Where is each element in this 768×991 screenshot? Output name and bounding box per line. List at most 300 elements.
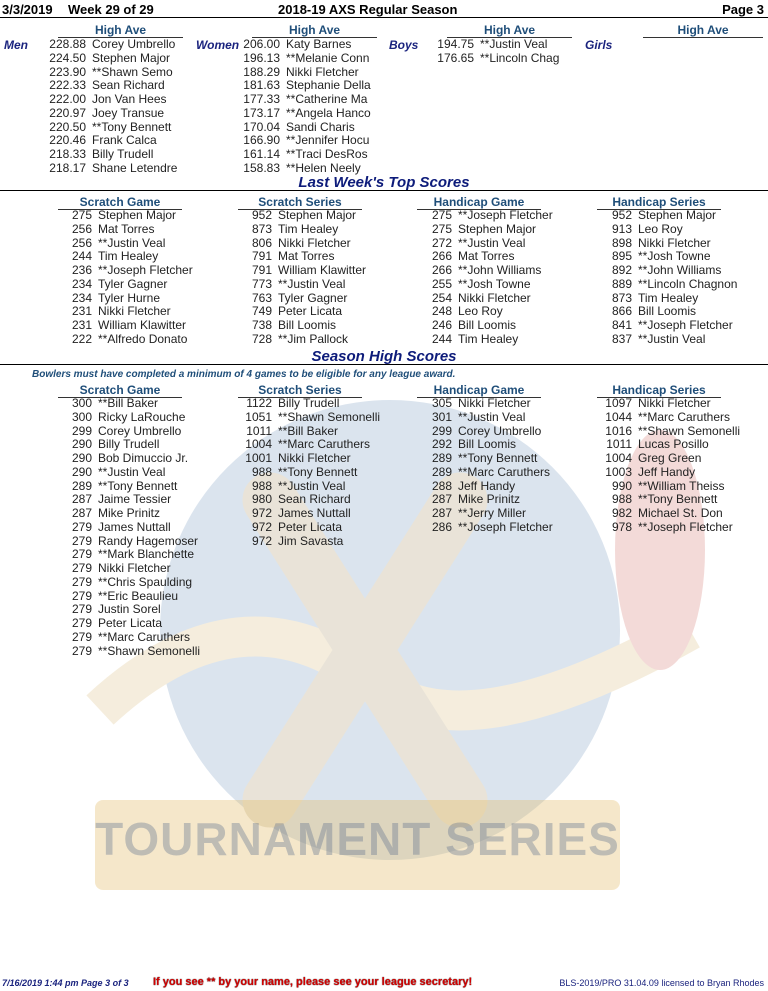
list-item (420, 223, 553, 237)
list-item (60, 438, 200, 452)
score-value: 176.65 (437, 50, 474, 65)
bowler-name: Shane Letendre (92, 160, 178, 175)
score-value: 161.14 (243, 147, 280, 161)
list-item (600, 521, 740, 535)
last-week-title: Last Week's Top Scores (298, 174, 470, 191)
score-value: 1122 (246, 396, 272, 410)
bowler-name: **Eric Beaulieu (98, 588, 179, 603)
list-item (240, 493, 380, 507)
list-item (600, 278, 737, 292)
bowler-name: Bill Loomis (638, 304, 697, 319)
score-value: 170.04 (243, 119, 280, 134)
bowler-name: Billy Trudell (98, 437, 160, 452)
bowler-name: Sean Richard (278, 492, 351, 507)
score-value: 1097 (605, 396, 632, 410)
score-value: 952 (611, 208, 632, 222)
list-item (240, 397, 380, 411)
sh-handicap-game-heading: Handicap Game (417, 383, 541, 398)
score-value: 288 (431, 478, 452, 493)
score-value: 275 (431, 221, 452, 236)
bowler-name: **Chris Spaulding (98, 574, 193, 589)
list-item (60, 493, 200, 507)
bowler-name: Bill Loomis (278, 318, 337, 332)
high-ave-heading-women: High Ave (252, 23, 377, 38)
list-item (600, 425, 740, 439)
bowler-name: **Joseph Fletcher (98, 263, 193, 277)
score-value: 244 (71, 249, 92, 264)
score-value: 806 (251, 235, 272, 250)
list-item (600, 237, 737, 251)
score-value: 246 (431, 318, 452, 332)
list-item (60, 562, 200, 576)
score-value: 279 (71, 519, 92, 534)
score-value: 279 (71, 574, 92, 589)
score-value: 913 (611, 221, 632, 236)
bowler-name: **Melanie Conn (286, 50, 370, 65)
score-value: 1004 (605, 451, 632, 465)
header-rule (0, 17, 768, 18)
bowler-name: **Marc Caruthers (458, 464, 551, 479)
bowler-name: **Shawn Semonelli (98, 643, 201, 658)
list-item (60, 305, 193, 319)
bowler-name: Lucas Posillo (638, 437, 709, 452)
list-item (60, 480, 200, 494)
bowler-name: **Lincoln Chag (480, 50, 560, 65)
bowler-name: **Tony Bennett (98, 478, 178, 493)
score-value: 1044 (605, 409, 632, 424)
bowler-name: **Justin Veal (458, 409, 526, 424)
bowler-name: William Klawitter (278, 263, 367, 277)
list-item (420, 411, 553, 425)
bowler-name: Corey Umbrello (458, 423, 542, 438)
bowler-name: Tyler Gagner (98, 276, 168, 291)
score-value: 988 (251, 478, 272, 493)
list-item (60, 425, 200, 439)
bowler-name: **Catherine Ma (286, 92, 368, 106)
score-value: 223.90 (49, 64, 86, 79)
score-value: 218.33 (49, 147, 86, 161)
sh-scratch-series-list (240, 397, 380, 548)
league-secretary-warning: If you see ** by your name, please see your league secretary! (153, 976, 473, 988)
list-item (60, 411, 200, 425)
list-item (600, 438, 740, 452)
men-high-ave-list (44, 38, 177, 176)
bowler-name: Joey Transue (92, 105, 165, 120)
list-item (600, 319, 737, 333)
list-item (238, 107, 371, 121)
list-item (420, 438, 553, 452)
list-item (60, 645, 200, 659)
list-item (60, 466, 200, 480)
bowler-name: James Nuttall (278, 506, 351, 520)
list-item (420, 466, 553, 480)
score-value: 300 (71, 396, 92, 410)
score-value: 254 (431, 290, 452, 305)
bowler-name: **Alfredo Donato (98, 331, 188, 346)
lw-scratch-game-list (60, 209, 193, 347)
license-info: BLS-2019/PRO 31.04.09 licensed to Bryan Rhodes (559, 978, 764, 988)
list-item (60, 548, 200, 562)
list-item (600, 493, 740, 507)
list-item (60, 264, 193, 278)
list-item (60, 250, 193, 264)
score-value: 279 (71, 629, 92, 644)
bowler-name: Frank Calca (92, 133, 157, 148)
score-value: 305 (431, 396, 452, 410)
list-item (240, 209, 366, 223)
bowler-name: **Shawn Semonelli (638, 423, 741, 438)
list-item (44, 79, 177, 93)
list-item (238, 38, 371, 52)
list-item (420, 305, 553, 319)
lw-scratch-game-heading: Scratch Game (58, 195, 182, 210)
bowler-name: Mike Prinitz (458, 492, 521, 507)
list-item (600, 480, 740, 494)
score-value: 220.50 (49, 119, 86, 134)
list-item (420, 333, 553, 347)
bowler-name: **Tony Bennett (92, 119, 172, 134)
score-value: 256 (71, 221, 92, 236)
bowler-name: Mike Prinitz (98, 506, 161, 520)
bowler-name: Stephen Major (278, 208, 357, 222)
score-value: 173.17 (243, 105, 280, 120)
bowler-name: Stephen Major (458, 221, 537, 236)
bowler-name: Nikki Fletcher (638, 396, 711, 410)
bowler-name: Jeff Handy (638, 464, 696, 479)
bowler-name: Michael St. Don (638, 506, 723, 520)
lw-scratch-series-list (240, 209, 366, 347)
list-item (420, 507, 553, 521)
list-item (600, 397, 740, 411)
bowler-name: Nikki Fletcher (458, 396, 531, 410)
bowler-name: Sean Richard (92, 78, 165, 93)
list-item (240, 223, 366, 237)
score-value: 166.90 (243, 133, 280, 148)
list-item (240, 521, 380, 535)
bowler-name: **Marc Caruthers (638, 409, 731, 424)
list-item (238, 93, 371, 107)
men-label: Men (4, 38, 28, 52)
score-value: 837 (611, 331, 632, 346)
bowler-name: Bill Loomis (458, 437, 517, 452)
list-item (60, 397, 200, 411)
bowler-name: **Justin Veal (638, 331, 706, 346)
score-value: 234 (71, 290, 92, 305)
bowler-name: **Tony Bennett (458, 451, 538, 465)
bowler-name: **Shawn Semonelli (278, 409, 381, 424)
bowler-name: **Helen Neely (286, 160, 361, 175)
bowler-name: Katy Barnes (286, 37, 352, 51)
list-item (600, 333, 737, 347)
women-label: Women (196, 38, 240, 52)
bowler-name: Nikki Fletcher (98, 561, 171, 575)
list-item (60, 576, 200, 590)
list-item (60, 223, 193, 237)
sh-scratch-series-heading: Scratch Series (238, 383, 362, 398)
list-item (432, 38, 559, 52)
score-value: 287 (431, 506, 452, 520)
bowler-name: Mat Torres (458, 249, 515, 264)
score-value: 244 (431, 331, 452, 346)
list-item (240, 452, 380, 466)
bowler-name: Nikki Fletcher (638, 235, 711, 250)
score-value: 749 (251, 304, 272, 319)
list-item (44, 121, 177, 135)
bowler-name: Corey Umbrello (98, 423, 182, 438)
bowler-name: **Mark Blanchette (98, 547, 195, 562)
list-item (60, 209, 193, 223)
bowler-name: **John Williams (638, 263, 722, 277)
bowler-name: **Jim Pallock (278, 331, 349, 346)
list-item (600, 209, 737, 223)
bowler-name: Bob Dimuccio Jr. (98, 451, 189, 465)
score-value: 1016 (605, 423, 632, 438)
bowler-name: Greg Green (638, 451, 702, 465)
list-item (600, 466, 740, 480)
score-value: 231 (71, 318, 92, 332)
list-item (420, 319, 553, 333)
bowler-name: Billy Trudell (92, 147, 154, 161)
score-value: 841 (611, 318, 632, 332)
score-value: 272 (431, 235, 452, 250)
score-value: 873 (611, 290, 632, 305)
list-item (600, 250, 737, 264)
score-value: 279 (71, 643, 92, 658)
score-value: 222.00 (49, 92, 86, 106)
bowler-name: Sandi Charis (286, 119, 355, 134)
list-item (44, 93, 177, 107)
list-item (60, 631, 200, 645)
list-item (44, 134, 177, 148)
bowler-name: **Joseph Fletcher (638, 519, 733, 534)
score-value: 1004 (245, 437, 272, 452)
list-item (240, 292, 366, 306)
bowler-name: **William Theiss (638, 478, 725, 493)
list-item (420, 521, 553, 535)
list-item (240, 425, 380, 439)
list-item (600, 305, 737, 319)
score-value: 990 (611, 478, 632, 493)
score-value: 279 (71, 561, 92, 575)
bowler-name: **Tony Bennett (638, 492, 718, 507)
score-value: 898 (611, 235, 632, 250)
list-item (420, 264, 553, 278)
score-value: 196.13 (243, 50, 280, 65)
score-value: 188.29 (243, 64, 280, 79)
bowler-name: **Bill Baker (278, 423, 339, 438)
list-item (60, 237, 193, 251)
score-value: 1001 (245, 451, 272, 465)
score-value: 301 (431, 409, 452, 424)
list-item (420, 397, 553, 411)
score-value: 290 (71, 437, 92, 452)
bowler-name: Leo Roy (638, 221, 683, 236)
bowler-name: Tyler Gagner (278, 290, 348, 305)
list-item (240, 438, 380, 452)
list-item (238, 66, 371, 80)
list-item (600, 292, 737, 306)
score-value: 266 (431, 249, 452, 264)
score-value: 773 (251, 276, 272, 291)
bowler-name: Tim Healey (638, 290, 699, 305)
list-item (420, 250, 553, 264)
score-value: 220.97 (49, 105, 86, 120)
tournament-series-banner-text: TOURNAMENT SERIES (95, 813, 620, 865)
score-value: 972 (251, 519, 272, 534)
score-value: 218.17 (49, 160, 86, 175)
list-item (60, 292, 193, 306)
lw-handicap-series-list (600, 209, 737, 347)
week-label: Week 29 of 29 (68, 2, 154, 17)
score-value: 728 (251, 331, 272, 346)
season-high-title: Season High Scores (311, 348, 457, 365)
bowler-name: **Traci DesRos (286, 147, 368, 161)
high-ave-heading-men: High Ave (58, 23, 183, 38)
list-item (240, 278, 366, 292)
bowler-name: Jaime Tessier (98, 492, 172, 507)
score-value: 222 (71, 331, 92, 346)
bowler-name: **Josh Towne (458, 276, 531, 291)
list-item (420, 237, 553, 251)
bowler-name: **Lincoln Chagnon (638, 276, 738, 291)
list-item (60, 590, 200, 604)
score-value: 972 (251, 506, 272, 520)
bowler-name: William Klawitter (98, 318, 187, 332)
bowler-name: Nikki Fletcher (278, 235, 351, 250)
list-item (60, 617, 200, 631)
score-value: 194.75 (437, 37, 474, 51)
list-item (44, 148, 177, 162)
eligibility-note: Bowlers must have completed a minimum of 4 games to be eligible for any league award. (32, 369, 456, 380)
score-value: 236 (71, 263, 92, 277)
score-value: 980 (251, 492, 272, 507)
score-value: 895 (611, 249, 632, 264)
bowler-name: Nikki Fletcher (458, 290, 531, 305)
bowler-name: Nikki Fletcher (286, 64, 359, 79)
list-item (240, 333, 366, 347)
score-value: 231 (71, 304, 92, 319)
list-item (240, 466, 380, 480)
score-value: 224.50 (49, 50, 86, 65)
list-item (600, 264, 737, 278)
list-item (60, 452, 200, 466)
list-item (44, 52, 177, 66)
list-item (60, 521, 200, 535)
bowler-name: Mat Torres (98, 221, 155, 236)
bowler-name: **Jerry Miller (458, 506, 527, 520)
bowler-name: Corey Umbrello (92, 37, 176, 51)
score-value: 177.33 (243, 92, 280, 106)
bowler-name: Stephen Major (92, 50, 171, 65)
bowler-name: Tyler Hurne (98, 290, 161, 305)
bowler-name: Stephen Major (98, 208, 177, 222)
bowler-name: **Marc Caruthers (278, 437, 371, 452)
score-value: 978 (611, 519, 632, 534)
sh-handicap-series-heading: Handicap Series (597, 383, 721, 398)
high-ave-heading-boys: High Ave (447, 23, 572, 38)
bowler-name: **Justin Veal (480, 37, 548, 51)
list-item (240, 305, 366, 319)
bowler-name: **Joseph Fletcher (458, 519, 553, 534)
list-item (238, 134, 371, 148)
list-item (420, 209, 553, 223)
list-item (240, 535, 380, 549)
list-item (420, 452, 553, 466)
score-value: 279 (71, 533, 92, 548)
score-value: 275 (71, 208, 92, 222)
list-item (420, 278, 553, 292)
score-value: 289 (71, 478, 92, 493)
bowler-name: Justin Sorel (98, 602, 161, 617)
high-ave-heading-girls: High Ave (643, 23, 763, 38)
list-item (60, 333, 193, 347)
bowler-name: **Marc Caruthers (98, 629, 191, 644)
score-value: 286 (431, 519, 452, 534)
bowler-name: Mat Torres (278, 249, 335, 264)
score-value: 255 (431, 276, 452, 291)
list-item (420, 493, 553, 507)
score-value: 972 (251, 533, 272, 548)
bowler-name: **Joseph Fletcher (638, 318, 733, 332)
list-item (60, 603, 200, 617)
score-value: 1051 (245, 409, 272, 424)
report-date: 3/3/2019 (2, 2, 53, 17)
women-high-ave-list (238, 38, 371, 176)
score-value: 873 (251, 221, 272, 236)
bowler-name: Tim Healey (98, 249, 159, 264)
bowler-name: **Shawn Semo (92, 64, 173, 79)
score-value: 290 (71, 464, 92, 479)
list-item (238, 52, 371, 66)
bowler-name: Tim Healey (278, 221, 339, 236)
list-item (600, 223, 737, 237)
lw-handicap-series-heading: Handicap Series (597, 195, 721, 210)
score-value: 290 (71, 451, 92, 465)
bowler-name: Stephen Major (638, 208, 717, 222)
bowler-name: Nikki Fletcher (98, 304, 171, 319)
bowler-name: Tim Healey (458, 331, 519, 346)
score-value: 988 (611, 492, 632, 507)
boys-label: Boys (389, 38, 419, 52)
boys-high-ave-list (432, 38, 559, 66)
list-item (240, 480, 380, 494)
bowler-name: **Justin Veal (278, 478, 346, 493)
list-item (420, 292, 553, 306)
list-item (600, 411, 740, 425)
list-item (238, 121, 371, 135)
score-value: 299 (431, 423, 452, 438)
score-value: 222.33 (49, 78, 86, 93)
list-item (600, 507, 740, 521)
score-value: 791 (251, 263, 272, 277)
list-item (44, 38, 177, 52)
bowler-name: **Joseph Fletcher (458, 208, 553, 222)
score-value: 181.63 (243, 78, 280, 93)
list-item (44, 66, 177, 80)
sh-handicap-game-list (420, 397, 553, 535)
list-item (238, 148, 371, 162)
list-item (60, 319, 193, 333)
list-item (60, 507, 200, 521)
list-item (240, 319, 366, 333)
bowler-name: **Justin Veal (98, 235, 166, 250)
list-item (240, 264, 366, 278)
score-value: 287 (431, 492, 452, 507)
list-item (432, 52, 559, 66)
print-timestamp: 7/16/2019 1:44 pm Page 3 of 3 (2, 978, 129, 988)
score-value: 220.46 (49, 133, 86, 148)
score-value: 228.88 (49, 37, 86, 51)
